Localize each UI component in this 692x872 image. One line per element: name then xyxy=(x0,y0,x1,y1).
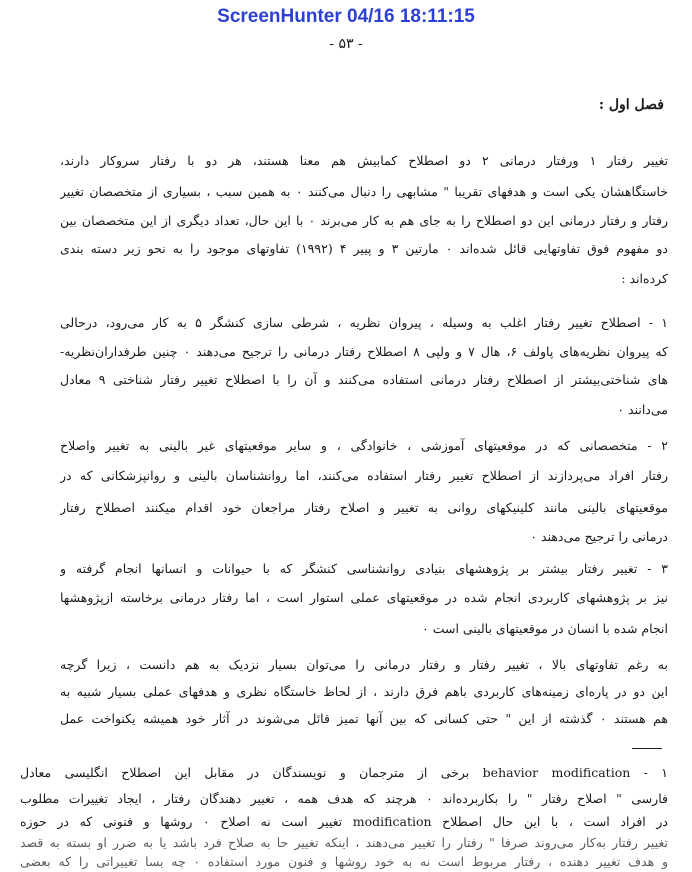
body-line: رفتار افراد می‌پردازند از اصطلاح تغییر رفتار استفاده می‌کنند، اما روانشناسان بالینی و روانپزشکانی که در xyxy=(60,468,668,483)
body-line: ۳ - تغییر رفتار بیشتر بر پژوهشهای بنیادی روانشناسی کنشگر که با حیوانات و انسانها انجام گرفته و xyxy=(60,561,668,576)
body-line: به رغم تفاوتهای بالا ، تغییر رفتار و رفتار درمانی را می‌توان بسیار نزدیک به هم دانست ، زیرا گرچه xyxy=(60,657,668,672)
body-line: نیز بر پژوهشهای کاربردی انجام شده در موقعیتهای عملی استوار است ، اما رفتار درمانی برخاسته ازپژوهشها xyxy=(60,590,668,605)
body-line: رفتار و رفتار درمانی این دو اصطلاح را به جای هم به کار می‌برند ۰ با این حال، تعداد دیگری از این متخصصان بین xyxy=(60,213,668,228)
chapter-title: فصل اول : xyxy=(598,97,664,113)
page-number: - ۵۳ - xyxy=(329,36,363,52)
body-line: تغییر رفتار ۱ ورفتار درمانی ۲ دو اصطلاح کمابیش هم معنا هستند، هر دو با رفتار سروکار دارند، xyxy=(60,153,668,168)
body-line: درمانی را ترجیح می‌دهند ۰ xyxy=(530,529,668,544)
body-line: انجام شده با انسان در موقعیتهای بالینی است ۰ xyxy=(422,621,668,636)
body-line: ۲ - متخصصانی که در موقعیتهای آموزشی ، خانوادگی ، و سایر موقعیتهای غیر بالینی به تغییر واصلاح xyxy=(60,438,668,453)
body-line: های شناختی‌بیشتر از اصطلاح رفتار درمانی استفاده می‌کنند و آن را با اصطلاح تغییر رفتار شناختی ۹ معادل xyxy=(60,372,668,387)
body-line: ۱ - اصطلاح تغییر رفتار اغلب به وسیله ، پیروان نظریه ، شرطی سازی کنشگر ۵ به کار می‌رود، درحالی xyxy=(60,315,668,330)
footnote-line: ۱ - behavior modification برخی از مترجمان و نویسندگان در مقابل این اصطلاح انگلیسی معادل xyxy=(20,765,668,780)
body-line: که پیروان نظریه‌های پاولف ۶، هال ۷ و ولپی ۸ اصطلاح رفتار درمانی را ترجیح می‌دهند ۰ چنین طرفداران‌نظریه- xyxy=(60,344,668,359)
footnote-line: و هدف تغییر دهنده ، رفتار مربوط است نه به خود روشها و فنون مورد استفاده ۰ چه بسا تغییراتی را که بعضی xyxy=(20,854,668,869)
screenhunter-watermark: ScreenHunter 04/16 18:11:15 xyxy=(217,6,475,27)
footnote-line: فارسی " اصلاح رفتار " را بکاربرده‌اند ۰ هرچند که هدف همه ، تغییر دهندگان رفتار ، ایجاد تغییرات مطلوب xyxy=(20,791,668,806)
footnote-line: در افراد است ، با این حال اصطلاح modification تغییر است نه اصلاح ۰ روشها و فنونی که در حوزه xyxy=(20,814,668,829)
body-line: هم هستند ۰ گذشته از این " حتی کسانی که بین آنها تمیز قائل می‌شوند در آثار خود همیشه یکنواخت عمل xyxy=(60,711,668,726)
body-line: دو مفهوم فوق تفاوتهایی قائل شده‌اند ۰ مارتین ۳ و پییر ۴ (۱۹۹۲) تفاوتهای موجود را به نحو زیر دسته بندی xyxy=(60,241,668,256)
body-line: می‌دانند ۰ xyxy=(617,402,668,417)
footnote-separator xyxy=(632,748,662,749)
body-line: موقعیتهای بالینی مانند کلینیکهای روانی به تغییر و اصلاح رفتار مراجعان خود اقدام میکنند اصطلاح رفتار xyxy=(60,500,668,515)
body-line: این دو در پاره‌ای زمینه‌های کاربردی باهم فرق دارند ، از لحاظ خاستگاه نظری و هدفهای عملی بسیار شبیه به xyxy=(60,684,668,699)
body-line: کرده‌اند : xyxy=(621,271,668,286)
body-line: خاستگاهشان یکی است و هدفهای تقریبا " مشابهی را دنبال می‌کنند ۰ به همین سبب ، بسیاری از متخصصان تغییر xyxy=(60,184,668,199)
footnote-line: تغییر رفتار به‌کار می‌روند صرفا " رفتار را تغییر می‌دهند ، اینکه تغییر حا به صلاح فرد باشد یا به ضرر او بسته به قصد xyxy=(20,835,668,850)
